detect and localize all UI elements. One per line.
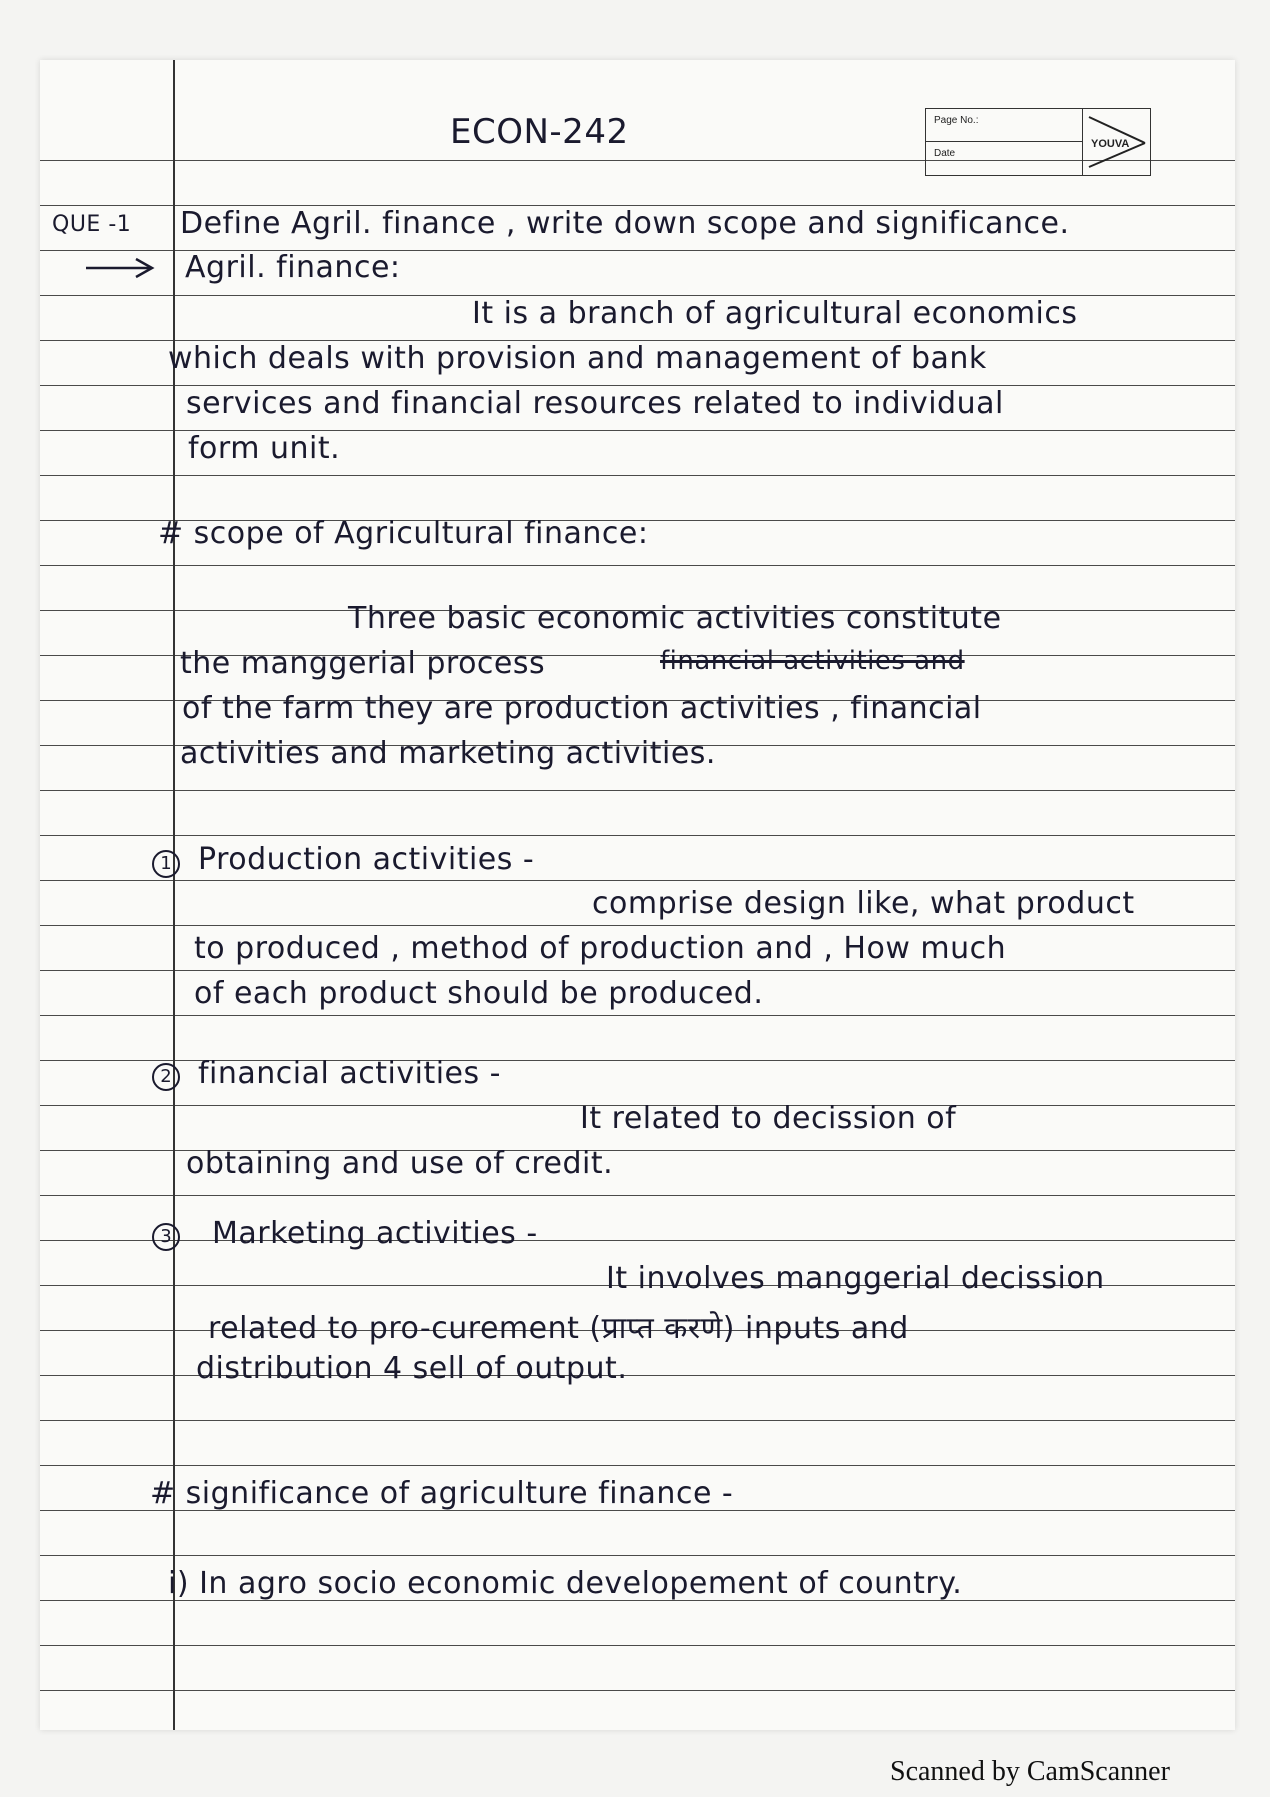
scanner-watermark: Scanned by CamScanner [890, 1756, 1170, 1787]
answer-line: It is a branch of agricultural economics [472, 296, 1078, 331]
scope-intro-line: Three basic economic activities constitute [348, 601, 1002, 636]
scope-intro-line: activities and marketing activities. [180, 736, 716, 771]
item-line: comprise design like, what product [592, 886, 1135, 921]
item-number-badge: 2 [152, 1063, 180, 1091]
item-number-badge: 1 [152, 850, 180, 878]
scope-heading: # scope of Agricultural finance: [158, 516, 649, 551]
item-line: It involves manggerial decission [606, 1261, 1105, 1296]
ruled-line [40, 475, 1235, 476]
ruled-line [40, 1015, 1235, 1016]
item-line: related to pro-curement (प्राप्त करणे) inputs and [208, 1311, 909, 1346]
item-number-badge: 3 [152, 1223, 180, 1251]
ruled-line [40, 1195, 1235, 1196]
ruled-line [40, 1690, 1235, 1691]
item-title: Marketing activities - [212, 1216, 538, 1251]
page-no-field [926, 109, 1082, 142]
date-field [926, 142, 1082, 175]
ruled-line [40, 565, 1235, 566]
answer-heading: Agril. finance: [185, 250, 401, 285]
item-line: of each product should be produced. [194, 976, 764, 1011]
scope-intro-line: the manggerial process [180, 646, 546, 681]
answer-line: form unit. [188, 431, 341, 466]
ruled-line [40, 1645, 1235, 1646]
item-line: to produced , method of production and , How much [194, 931, 1007, 966]
question-text: Define Agril. finance , write down scope and significance. [180, 206, 1070, 241]
ruled-line [40, 1555, 1235, 1556]
struck-out-text: financial activities and [660, 646, 965, 676]
notebook-page [40, 60, 1235, 1730]
arrow-right-icon [84, 256, 156, 280]
ruled-line [40, 880, 1235, 881]
svg-text:YOUVA: YOUVA [1091, 138, 1130, 150]
question-label: QUE -1 [52, 212, 132, 237]
item-title: financial activities - [198, 1056, 502, 1091]
brand-logo [1082, 109, 1150, 175]
page-no-label: Page No.: [934, 115, 979, 126]
ruled-line [40, 1465, 1235, 1466]
answer-line: services and financial resources related to individual [186, 386, 1004, 421]
significance-item: i) In agro socio economic developement of country. [168, 1566, 963, 1601]
significance-heading: # significance of agriculture finance - [150, 1476, 734, 1511]
page-title: ECON-242 [450, 112, 629, 152]
item-line: distribution 4 sell of output. [196, 1351, 628, 1386]
ruled-line [40, 1420, 1235, 1421]
item-line: It related to decission of [580, 1101, 957, 1136]
scope-intro-line: of the farm they are production activities , financial [182, 691, 982, 726]
ruled-line [40, 835, 1235, 836]
page-info-box [925, 108, 1151, 176]
ruled-line [40, 970, 1235, 971]
date-label: Date [934, 148, 956, 159]
ruled-line [40, 790, 1235, 791]
answer-line: which deals with provision and management of bank [168, 341, 987, 376]
ruled-line [40, 925, 1235, 926]
item-title: Production activities - [198, 842, 535, 877]
item-line: obtaining and use of credit. [186, 1146, 614, 1181]
